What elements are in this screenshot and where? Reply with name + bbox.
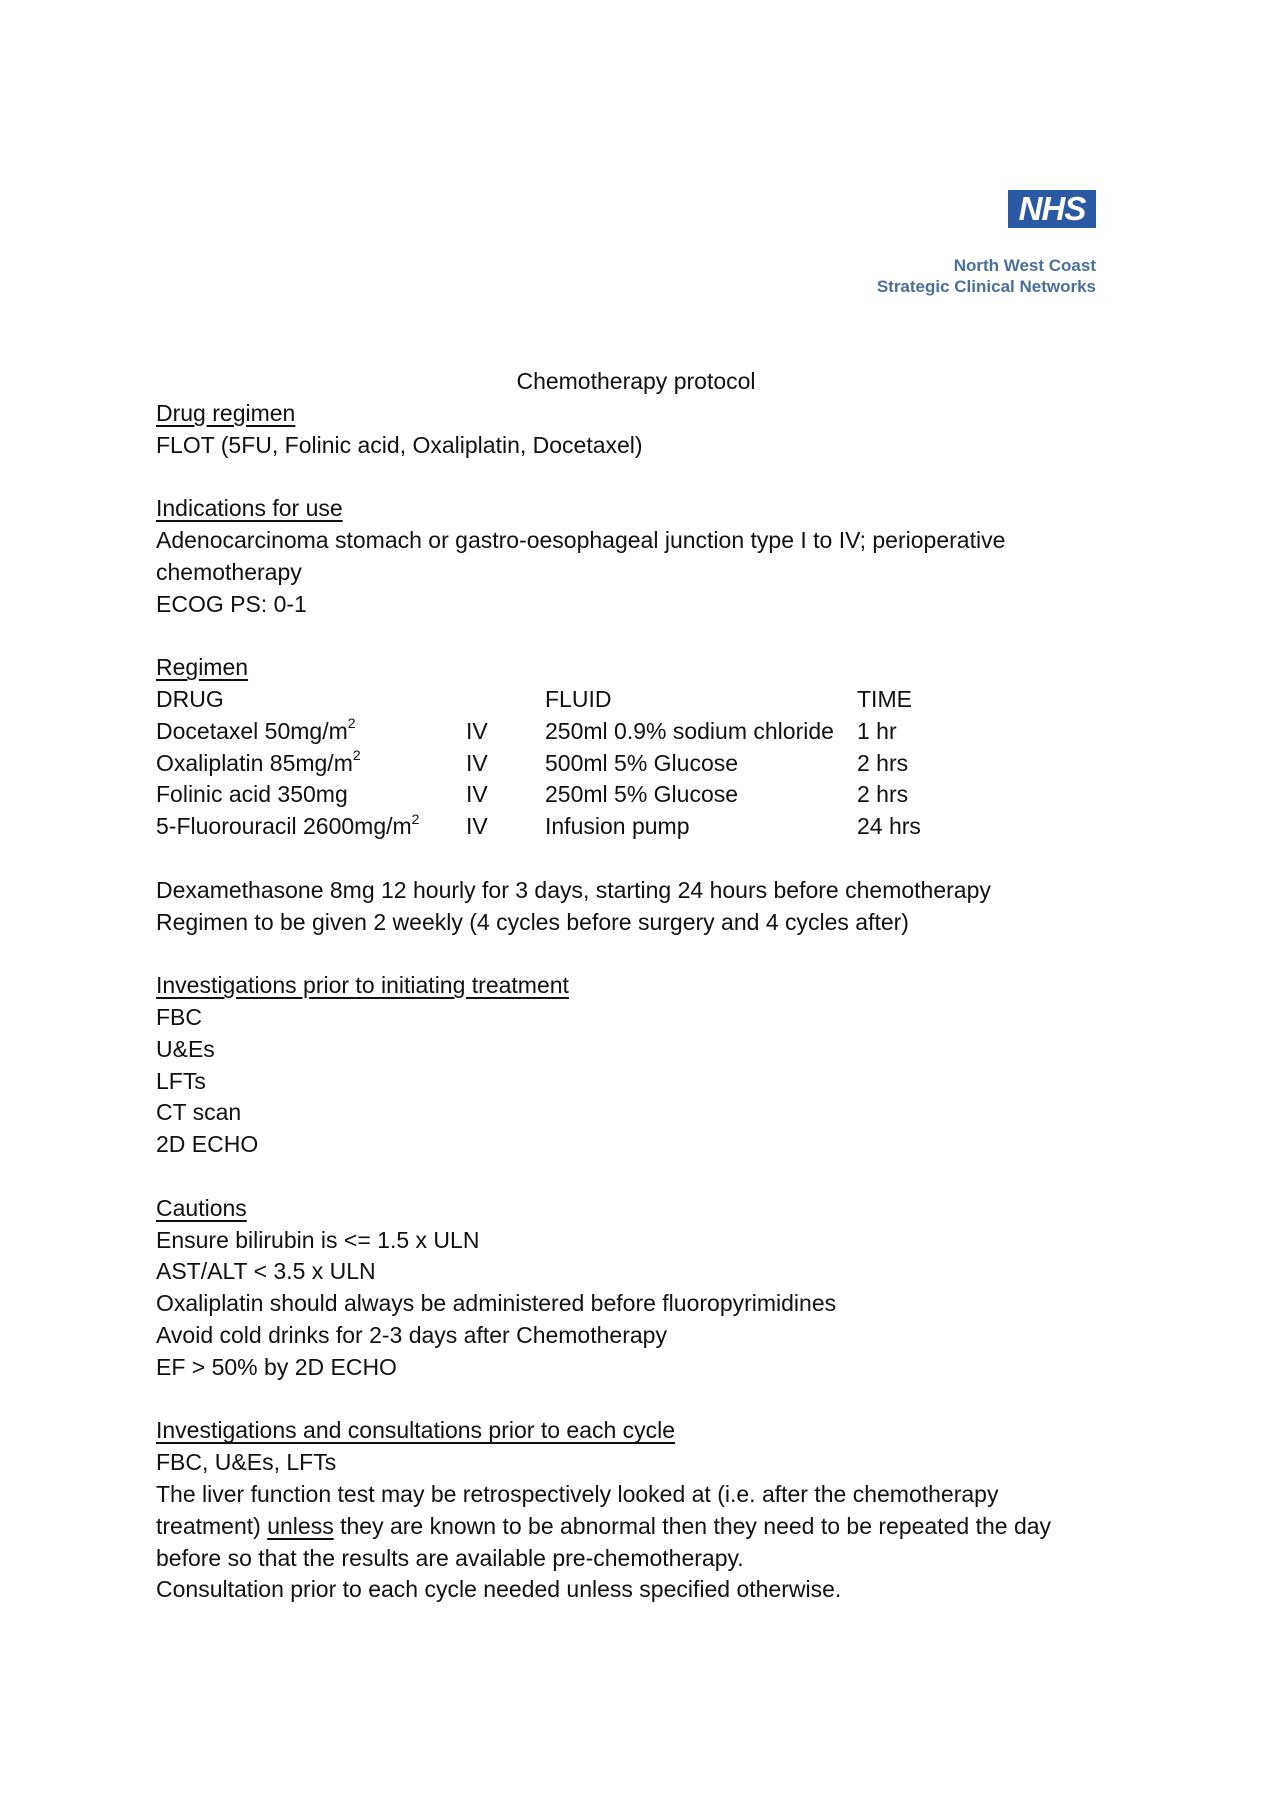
table-row: [156, 779, 957, 811]
lft-note-line3: before so that the results are available pre-chemotherapy.: [156, 1544, 744, 1571]
nhs-logo: [836, 190, 1096, 300]
investigations-prior-section: [156, 970, 1116, 1161]
document-title-text: Chemotherapy protocol: [516, 368, 756, 394]
header-drug: DRUG: [156, 685, 224, 712]
table-row: [156, 811, 957, 843]
list-item: LFTs: [156, 1067, 206, 1094]
header-route: [466, 684, 545, 716]
indications-line1: Adenocarcinoma stomach or gastro-oesophageal junction type I to IV; perioperative: [156, 526, 1006, 553]
list-item: EF > 50% by 2D ECHO: [156, 1353, 397, 1380]
list-item: 2D ECHO: [156, 1131, 259, 1158]
network-name-line2: Strategic Clinical Networks: [876, 277, 1096, 296]
table-row: [156, 716, 957, 748]
list-item: CT scan: [156, 1099, 242, 1126]
drug-regimen-heading: Drug regimen: [156, 399, 296, 426]
indications-section: [156, 493, 1116, 620]
each-cycle-tests: FBC, U&Es, LFTs: [156, 1449, 337, 1476]
consultation-note: Consultation prior to each cycle needed unless specified otherwise.: [156, 1576, 842, 1603]
nhs-logo-mark: NHS: [1008, 190, 1096, 228]
drug-cell: Folinic acid 350mg: [156, 781, 348, 808]
network-name-line1: North West Coast: [953, 256, 1096, 275]
time-cell: 24 hrs: [857, 813, 921, 840]
drug-cell: 5-Fluorouracil $2600mg/m^2$: [156, 810, 420, 840]
list-item: Oxaliplatin should always be administered before fluoropyrimidines: [156, 1290, 837, 1317]
indications-heading: Indications for use: [156, 495, 343, 522]
drug-cell: Docetaxel $50mg/m^2$: [156, 715, 356, 744]
dexamethasone-note: Dexamethasone 8mg 12 hourly for 3 days, starting 24 hours before chemotherapy: [156, 876, 991, 903]
regimen-heading: Regimen: [156, 654, 249, 681]
cautions-section: [156, 1193, 1116, 1384]
lft-note-line2: treatment) unless they are known to be abnormal then they need to be repeated the day: [156, 1512, 1052, 1539]
route-cell: IV: [466, 781, 488, 808]
investigations-prior-heading: Investigations prior to initiating treatment: [156, 972, 569, 999]
lft-note-line1: The liver function test may be retrospectively looked at (i.e. after the chemotherapy: [156, 1480, 999, 1507]
regimen-table: [156, 684, 957, 843]
unless-emphasis: unless: [267, 1512, 334, 1539]
each-cycle-section: [156, 1415, 1116, 1606]
fluid-cell: 500ml 5% Glucose: [545, 749, 739, 776]
fluid-cell: 250ml 0.9% sodium chloride: [545, 717, 834, 744]
list-item: Avoid cold drinks for 2-3 days after Chemotherapy: [156, 1321, 667, 1348]
drug-regimen-text: FLOT (5FU, Folinic acid, Oxaliplatin, Docetaxel): [156, 431, 643, 458]
indications-line2: chemotherapy: [156, 558, 302, 585]
list-item: FBC: [156, 1003, 202, 1030]
cautions-heading: Cautions: [156, 1194, 247, 1221]
list-item: U&Es: [156, 1035, 215, 1062]
each-cycle-heading: Investigations and consultations prior to each cycle: [156, 1417, 676, 1444]
list-item: AST/ALT < 3.5 x ULN: [156, 1258, 376, 1285]
frequency-note: Regimen to be given 2 weekly (4 cycles before surgery and 4 cycles after): [156, 908, 909, 935]
route-cell: IV: [466, 717, 488, 744]
drug-cell: Oxaliplatin $85mg/m^2$: [156, 746, 361, 776]
list-item: Ensure bilirubin is <= 1.5 x ULN: [156, 1226, 480, 1253]
time-cell: 2 hrs: [857, 781, 909, 808]
route-cell: IV: [466, 813, 488, 840]
route-cell: IV: [466, 749, 488, 776]
regimen-section: [156, 652, 1116, 938]
ecog-ps: ECOG PS: 0-1: [156, 590, 307, 617]
document-title: [156, 366, 1116, 398]
fluid-cell: 250ml 5% Glucose: [545, 781, 739, 808]
header-time: TIME: [857, 685, 912, 712]
header-fluid: FLUID: [545, 685, 612, 712]
time-cell: 2 hrs: [857, 749, 909, 776]
drug-regimen-section: [156, 398, 1116, 462]
table-row: [156, 748, 957, 780]
regimen-header-row: [156, 684, 957, 716]
fluid-cell: Infusion pump: [545, 813, 690, 840]
time-cell: 1 hr: [857, 717, 897, 744]
